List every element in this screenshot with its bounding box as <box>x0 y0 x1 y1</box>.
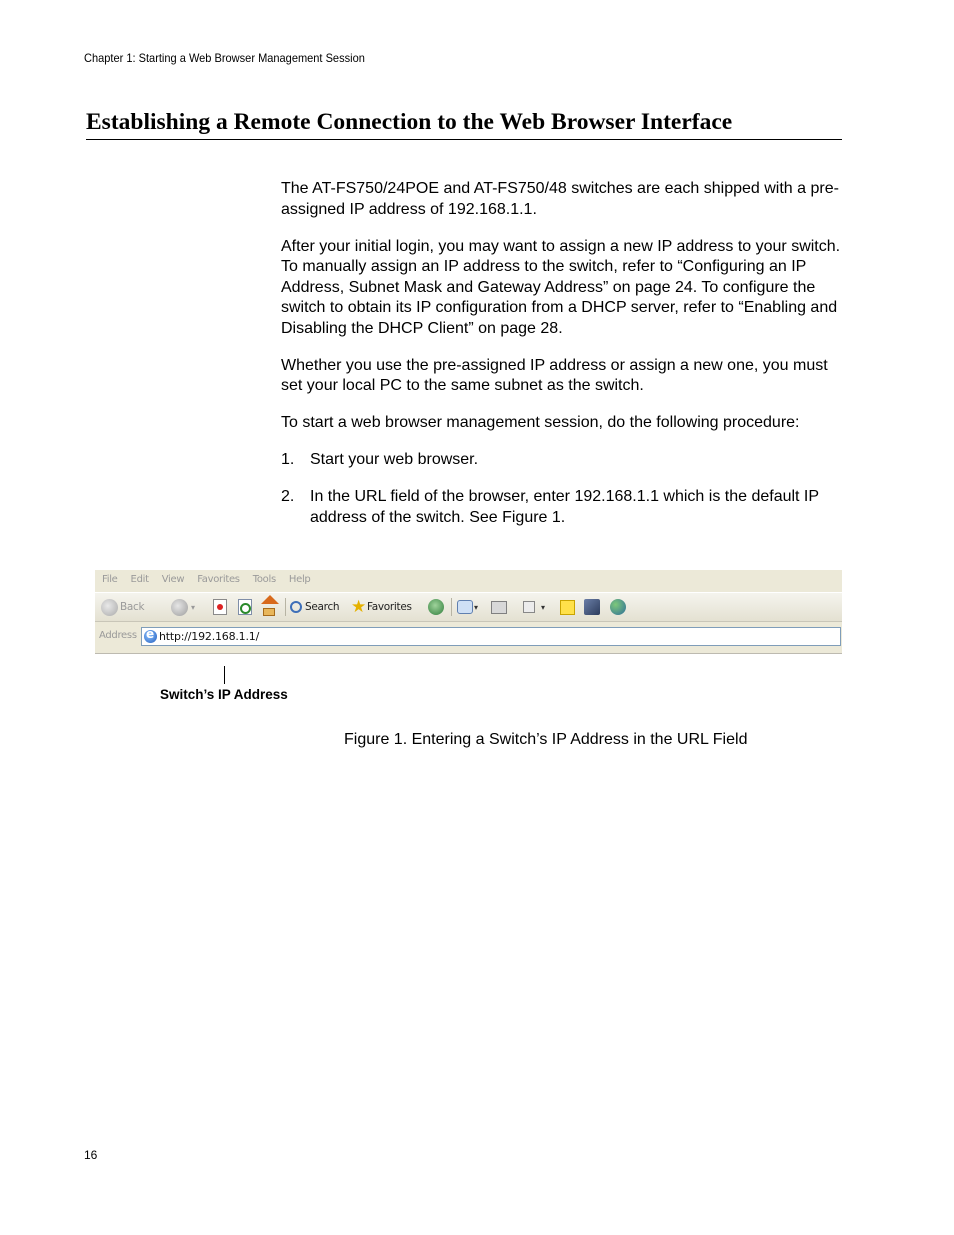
address-label: Address <box>99 630 137 641</box>
paragraph-default-ip: The AT-FS750/24POE and AT-FS750/48 switches are each shipped with a pre-assigned IP address of 192.168.1.1. <box>281 180 839 218</box>
procedure-steps <box>281 450 847 528</box>
discuss-button[interactable] <box>560 598 575 616</box>
home-button[interactable] <box>261 596 279 614</box>
home-icon <box>261 595 279 616</box>
messenger-button[interactable] <box>610 598 626 616</box>
browser-screenshot-figure <box>95 570 842 654</box>
step-text: Start your web browser. <box>310 451 479 468</box>
media-button[interactable] <box>428 598 444 616</box>
back-button[interactable] <box>101 598 144 616</box>
callout-line <box>224 666 225 684</box>
url-value: http://192.168.1.1/ <box>159 630 260 643</box>
forward-button[interactable] <box>171 598 195 616</box>
paragraph-procedure-intro: To start a web browser management session, do the following procedure: <box>281 414 800 431</box>
research-button[interactable] <box>584 598 600 616</box>
search-button[interactable] <box>290 598 339 616</box>
favorites-button-label: Favorites <box>366 601 412 613</box>
section-title: Establishing a Remote Connection to the Web Browser Interface <box>86 108 842 140</box>
procedure-step <box>281 487 847 528</box>
step-text: In the URL field of the browser, enter 192.168.1.1 which is the default IP address of the switch. See Figure 1. <box>310 488 819 526</box>
browser-address-bar <box>95 627 842 649</box>
chevron-down-icon: ▾ <box>541 602 545 612</box>
menu-help[interactable]: Help <box>288 574 311 585</box>
figure-caption: Figure 1. Entering a Switch’s IP Address in the URL Field <box>344 731 748 748</box>
running-header: Chapter 1: Starting a Web Browser Management Session <box>84 51 365 65</box>
media-icon <box>428 599 444 615</box>
refresh-button[interactable] <box>238 598 252 616</box>
note-icon <box>560 600 575 615</box>
search-icon <box>290 601 302 613</box>
printer-icon <box>491 601 507 614</box>
research-icon <box>584 599 600 615</box>
step-number: 1. <box>281 451 295 468</box>
paragraph-subnet: Whether you use the pre-assigned IP address or assign a new one, you must set your local PC to the same subnet as the switch. <box>281 356 828 394</box>
edit-page-icon <box>523 601 535 613</box>
ie-page-icon <box>144 630 157 643</box>
callout-label: Switch’s IP Address <box>160 687 288 702</box>
stop-icon <box>213 599 227 615</box>
procedure-step <box>281 450 847 471</box>
back-arrow-icon <box>101 599 118 616</box>
print-button[interactable] <box>491 598 507 616</box>
toolbar-divider <box>451 598 452 616</box>
search-button-label: Search <box>305 601 340 613</box>
url-field[interactable] <box>141 627 841 646</box>
toolbar-divider <box>285 598 286 616</box>
menu-favorites[interactable]: Favorites <box>197 574 240 585</box>
body-text <box>281 179 847 545</box>
browser-toolbar <box>95 592 842 622</box>
chevron-down-icon: ▾ <box>474 602 478 612</box>
mail-button[interactable] <box>457 598 478 616</box>
menu-tools[interactable]: Tools <box>252 574 276 585</box>
menu-view[interactable]: View <box>161 574 185 585</box>
menu-file[interactable]: File <box>102 574 118 585</box>
mail-icon <box>457 600 473 614</box>
back-button-label: Back <box>120 601 145 613</box>
forward-arrow-icon <box>171 599 188 616</box>
page-number: 16 <box>84 1148 98 1162</box>
browser-menu-bar <box>95 572 842 590</box>
stop-button[interactable] <box>213 598 227 616</box>
edit-button[interactable] <box>523 598 545 616</box>
paragraph-assign-ip: After your initial login, you may want to assign a new IP address to your switch. To manually assign an IP address to the switch, refer to “Configuring an IP Address, Subnet Mask and Gateway Address” on page 24. To configure the switch to obtain its IP configuration from a DHCP server, refer to “Enabling and Disabling the DHCP Client” on page 28. <box>281 237 841 337</box>
menu-edit[interactable]: Edit <box>130 574 149 585</box>
star-icon: ★ <box>351 596 366 617</box>
refresh-icon <box>238 599 252 615</box>
messenger-icon <box>610 599 626 615</box>
chevron-down-icon: ▾ <box>191 602 195 612</box>
step-number: 2. <box>281 488 295 505</box>
favorites-button[interactable] <box>351 598 412 616</box>
